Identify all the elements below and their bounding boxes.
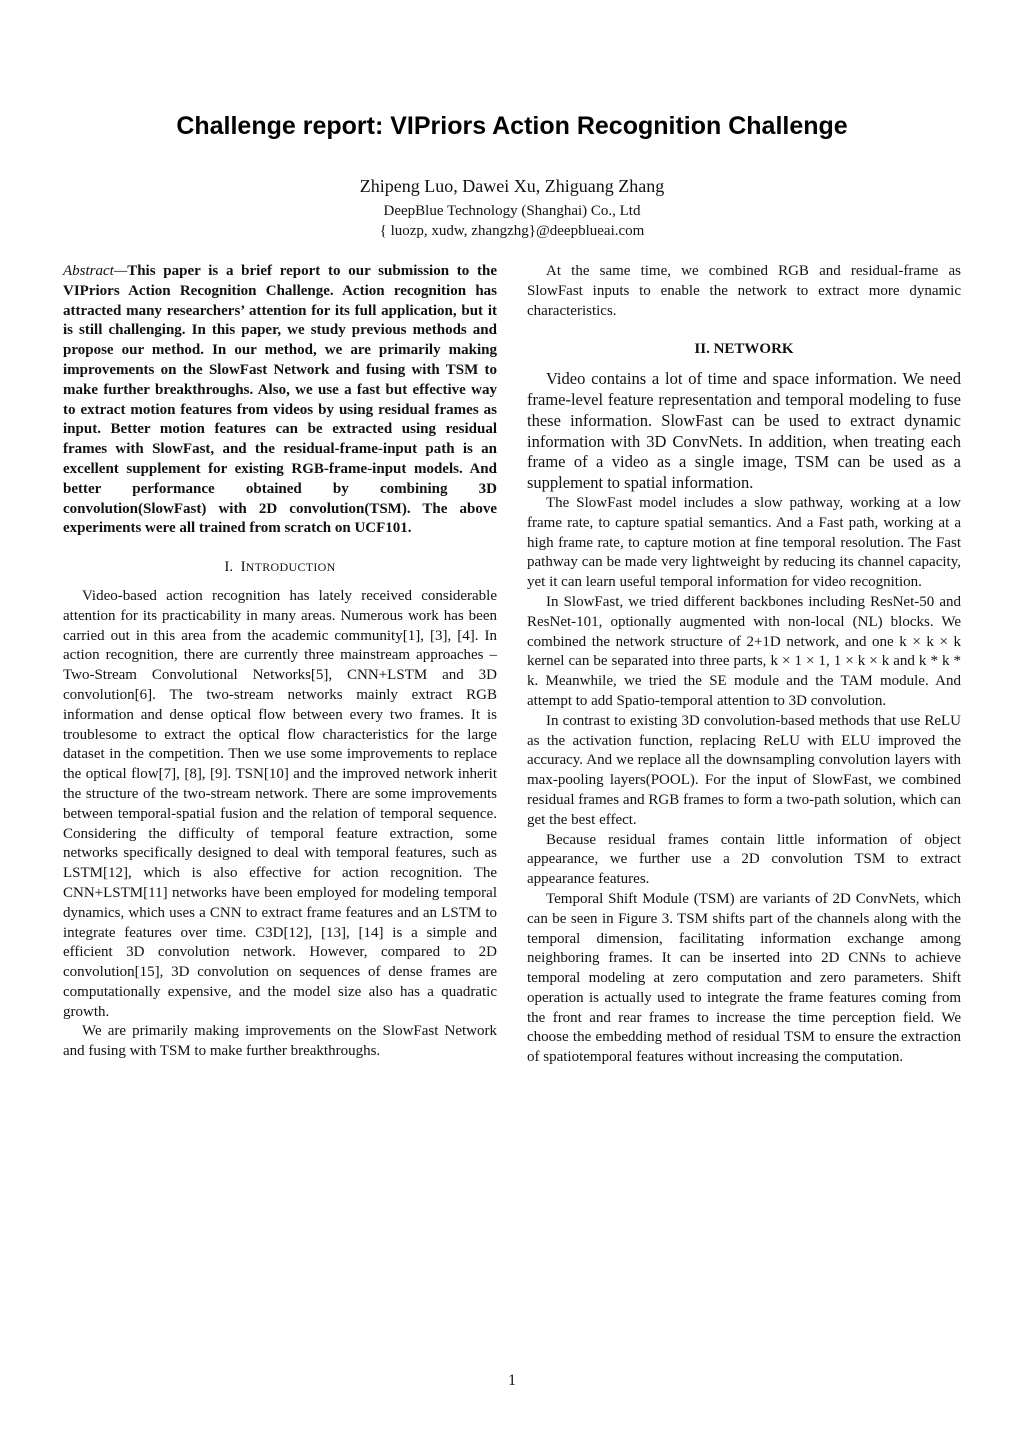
- section-title-rest: NTRODUCTION: [245, 560, 336, 575]
- network-paragraph: Temporal Shift Module (TSM) are variants of 2D ConvNets, which can be seen in Figure 3. TSM shifts part of the channels along with the temporal dimension, facilitating information exchange among neighboring frames. It can be inserted into 2D CNNs to achieve temporal modeling at zero computation and zero parameters. Shift operation is actually used to integrate the frame features coming from the front and rear frames to increase the time perception field. We choose the embedding method of residual TSM to ensure the extraction of spatiotemporal features without increasing the computation.: [527, 890, 961, 1066]
- abstract-dash: —: [113, 263, 128, 279]
- intro-paragraph: We are primarily making improvements on the SlowFast Network and fusing with TSM to make further breakthroughs.: [63, 1023, 497, 1060]
- section-number: I.: [224, 559, 234, 576]
- network-paragraph: In contrast to existing 3D convolution-based methods that use ReLU as the activation function, replacing ReLU with ELU improved the accuracy. And we replace all the downsampling convolution layers with max-pooling layers(POOL). For the input of SlowFast, we combined residual frames and RGB frames to form a two-path solution, which can get the best effect.: [527, 712, 961, 828]
- paper-title: Challenge report: VIPriors Action Recognition Challenge: [176, 112, 848, 140]
- section-title-initial: I: [240, 559, 246, 576]
- network-paragraph: In SlowFast, we tried different backbones including ResNet-50 and ResNet-101, optionally augmented with non-local (NL) blocks. We combined the network structure of 2+1D network, and one k × k × k kernel can be separated into three parts, k × 1 × 1, 1 × k × k and k * k * k. Meanwhile, we tried the SE module and the TAM module. And attempt to add Spatio-temporal attention to 3D convolution.: [527, 593, 961, 709]
- affiliation: DeepBlue Technology (Shanghai) Co., Ltd: [383, 203, 641, 219]
- author-emails: { luozp, xudw, zhangzhg}@deepblueai.com: [379, 223, 645, 239]
- network-paragraph: Because residual frames contain little information of object appearance, we further use a 2D convolution TSM to extract appearance features.: [527, 831, 961, 888]
- intro-paragraph: Video-based action recognition has lately received considerable attention for its practicability in many areas. Numerous work has been carried out in this area from the academic community[1], [3], [4]. In action recognition, there are currently three mainstream approaches – Two-Stream Convolutional Networks[5], CNN+LSTM and 3D convolution[6]. The two-stream networks mainly extract RGB information and dense optical flow between every two frames. It is troublesome to extract the optical flow characteristics for the large dataset in the competition. Then we use some improvements to replace the optical flow[7], [8], [9]. TSN[10] and the improved network inherit the structure of the two-stream network. There are some improvements between temporal-spatial fusion and the relation of temporal sequence. Considering the difficulty of temporal feature extraction, some networks specifically designed to deal with temporal features, such as LSTM[12], which is also effective for action recognition. The CNN+LSTM[11] networks have been employed for modeling temporal dynamics, which uses a CNN to extract frame features and an LSTM to integrate features over time. C3D[12], [13], [14] is a simple and efficient 3D convolution network. However, compared to 2D convolution[15], 3D convolution on sequences of dense frames are computationally expensive, and the model size also has a quadratic growth.: [63, 587, 497, 1020]
- section-heading-network: II. NETWORK: [694, 341, 794, 358]
- left-column: [63, 262, 497, 1062]
- abstract-text: This paper is a brief report to our submission to the VIPriors Action Recognition Challenge. Action recognition has attracted many researchers’ attention for its full application, but it is still challenging. In this paper, we study previous methods and propose our method. In our method, we are primarily making improvements on the SlowFast Network and fusing with TSM to make further breakthroughs. Also, we use a fast but effective way to extract motion features from videos by using residual frames as input. Better motion features can be extracted using residual frames with SlowFast, and the residual-frame-input path is an excellent supplement for existing RGB-frame-input models. And better performance obtained by combining 3D convolution(SlowFast) with 2D convolution(TSM). The above experiments were all trained from scratch on UCF101.: [63, 263, 497, 537]
- page-number: 1: [508, 1372, 516, 1389]
- author-list: Zhipeng Luo, Dawei Xu, Zhiguang Zhang: [359, 176, 665, 196]
- abstract: [63, 262, 497, 539]
- network-paragraph: The SlowFast model includes a slow pathway, working at a low frame rate, to capture spatial semantics. And a Fast path, working at a high frame rate, to capture motion at fine temporal resolution. The Fast pathway can be made very lightweight by reducing its channel capacity, yet it can learn useful temporal information for video recognition.: [527, 494, 961, 591]
- section-heading-introduction: [63, 558, 497, 578]
- abstract-label: Abstract: [63, 263, 114, 279]
- right-column: [527, 262, 961, 1068]
- network-paragraph: Video contains a lot of time and space information. We need frame-level feature representation and temporal modeling to fuse these information. SlowFast can be used to extract dynamic information with 3D ConvNets. In addition, when treating each frame of a video as a single image, TSM can be used as a supplement to spatial information.: [527, 369, 961, 493]
- intro-continuation: At the same time, we combined RGB and residual-frame as SlowFast inputs to enable the network to extract more dynamic characteristics.: [527, 263, 961, 319]
